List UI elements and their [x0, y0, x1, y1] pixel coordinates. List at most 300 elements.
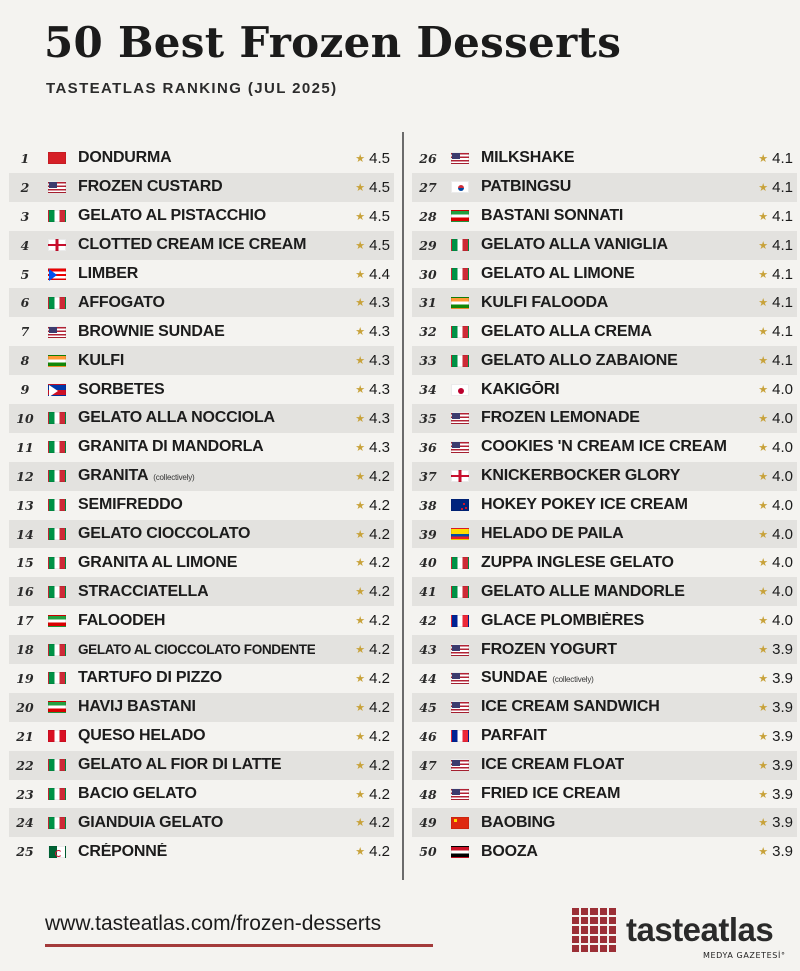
flag-fr-icon [451, 615, 469, 627]
rating [758, 288, 793, 317]
dessert-name [481, 323, 652, 341]
rank-number: 19 [16, 670, 34, 686]
ranking-row[interactable] [9, 751, 394, 780]
dessert-name [481, 438, 727, 456]
ranking-row[interactable] [9, 288, 394, 317]
rating-value: 4.2 [369, 525, 390, 543]
page-subtitle: TASTEATLAS RANKING (JUL 2025) [46, 80, 338, 97]
star-icon: ★ [758, 152, 769, 165]
ranking-row[interactable] [9, 837, 394, 866]
rating [758, 693, 793, 722]
ranking-row[interactable] [9, 693, 394, 722]
dessert-name [481, 409, 640, 427]
star-icon: ★ [758, 730, 769, 743]
star-icon: ★ [355, 788, 366, 801]
ranking-row[interactable] [9, 462, 394, 491]
dessert-name-text: GELATO AL PISTACCHIO [78, 207, 267, 225]
ranking-row[interactable] [9, 173, 394, 202]
dessert-name-text: HELADO DE PAILA [481, 525, 624, 543]
star-icon: ★ [355, 846, 366, 859]
rating-value: 3.9 [772, 698, 793, 716]
dessert-name [78, 525, 250, 543]
rank-number: 40 [419, 555, 437, 571]
ranking-row[interactable] [412, 693, 797, 722]
rating [355, 520, 390, 549]
ranking-row[interactable] [9, 433, 394, 462]
dessert-name [481, 727, 547, 745]
column-divider [402, 132, 404, 880]
rating [355, 548, 390, 577]
rank-number: 45 [419, 699, 437, 715]
rating-value: 4.4 [369, 265, 390, 283]
ranking-row[interactable] [412, 520, 797, 549]
flag-dz-icon [48, 846, 66, 858]
dessert-name [78, 381, 164, 399]
rating-value: 4.3 [369, 381, 390, 399]
dessert-name [78, 612, 165, 630]
star-icon: ★ [355, 181, 366, 194]
dessert-name-text: QUESO HELADO [78, 727, 206, 745]
rating-value: 3.9 [772, 641, 793, 659]
dessert-name [481, 236, 668, 254]
ranking-row[interactable] [9, 260, 394, 289]
rating [355, 577, 390, 606]
ranking-row[interactable] [9, 664, 394, 693]
rating-value: 4.5 [369, 236, 390, 254]
dessert-name-text: HAVIJ BASTANI [78, 698, 196, 716]
flag-it-icon [48, 788, 66, 800]
logo-text: tasteatlas [626, 911, 774, 948]
rating [758, 260, 793, 289]
rating-value: 4.5 [369, 207, 390, 225]
star-icon: ★ [355, 239, 366, 252]
rating [758, 606, 793, 635]
rank-number: 1 [20, 150, 30, 166]
rating [758, 462, 793, 491]
ranking-row[interactable] [412, 173, 797, 202]
ranking-row[interactable] [9, 780, 394, 809]
dessert-name [78, 236, 306, 254]
flag-it-icon [451, 355, 469, 367]
rating-value: 4.1 [772, 149, 793, 167]
star-icon: ★ [758, 268, 769, 281]
rating [355, 346, 390, 375]
rank-number: 48 [419, 786, 437, 802]
dessert-name [78, 583, 208, 601]
dessert-name [78, 554, 237, 572]
ranking-row[interactable] [9, 231, 394, 260]
dessert-name-text: ICE CREAM SANDWICH [481, 698, 660, 716]
rank-number: 41 [419, 584, 437, 600]
rating-value: 4.0 [772, 438, 793, 456]
rating-value: 4.2 [369, 496, 390, 514]
rank-number: 32 [419, 324, 437, 340]
rating [758, 808, 793, 837]
footer-underline [45, 944, 433, 947]
rank-number: 29 [419, 237, 437, 253]
ranking-row[interactable] [412, 317, 797, 346]
rank-number: 4 [20, 237, 30, 253]
dessert-name-text: ZUPPA INGLESE GELATO [481, 553, 674, 571]
rank-number: 16 [16, 584, 34, 600]
rating-value: 4.2 [369, 785, 390, 803]
rating [355, 491, 390, 520]
dessert-name [481, 496, 688, 514]
dessert-name-text: PARFAIT [481, 727, 547, 745]
star-icon: ★ [355, 297, 366, 310]
rating [758, 548, 793, 577]
rank-number: 22 [16, 757, 34, 773]
ranking-row[interactable] [412, 462, 797, 491]
rating-value: 3.9 [772, 843, 793, 861]
dessert-name [481, 612, 644, 630]
ranking-row[interactable] [412, 231, 797, 260]
ranking-row[interactable] [412, 202, 797, 231]
dessert-name [78, 843, 167, 861]
dessert-name [481, 756, 624, 774]
flag-ir-icon [48, 701, 66, 713]
ranking-row[interactable] [9, 577, 394, 606]
rating-value: 4.0 [772, 467, 793, 485]
rating [355, 751, 390, 780]
dessert-name-text: SUNDAE [481, 669, 548, 687]
dessert-name-text: TARTUFO DI PIZZO [78, 669, 223, 687]
ranking-row[interactable] [9, 144, 394, 173]
star-icon: ★ [758, 788, 769, 801]
rating-value: 4.1 [772, 236, 793, 254]
rank-number: 7 [20, 324, 30, 340]
rating [758, 751, 793, 780]
rating-value: 4.3 [369, 294, 390, 312]
dessert-name-text: SEMIFREDDO [78, 496, 183, 514]
rank-number: 30 [419, 266, 437, 282]
ranking-row[interactable] [9, 491, 394, 520]
dessert-name-text: FROZEN CUSTARD [78, 178, 223, 196]
rating [758, 404, 793, 433]
dessert-name [481, 352, 678, 370]
dessert-name-text: AFFOGATO [78, 293, 165, 311]
rating [758, 144, 793, 173]
rating-value: 4.0 [772, 612, 793, 630]
ranking-row[interactable] [412, 808, 797, 837]
dessert-name [78, 149, 172, 167]
flag-it-icon [48, 210, 66, 222]
rating [758, 173, 793, 202]
ranking-row[interactable] [412, 577, 797, 606]
flag-in-icon [48, 355, 66, 367]
rank-number: 50 [419, 844, 437, 860]
dessert-name-text: BOOZA [481, 842, 538, 860]
flag-it-icon [48, 499, 66, 511]
ranking-row[interactable] [9, 317, 394, 346]
rating-value: 4.2 [369, 843, 390, 861]
star-icon: ★ [355, 528, 366, 541]
rank-number: 46 [419, 728, 437, 744]
rating-value: 4.1 [772, 294, 793, 312]
flag-pr-icon [48, 268, 66, 280]
dessert-name-text: BAOBING [481, 813, 556, 831]
rank-number: 39 [419, 526, 437, 542]
rating-value: 4.0 [772, 409, 793, 427]
rank-number: 33 [419, 353, 437, 369]
rating [355, 288, 390, 317]
footer-url-link[interactable]: www.tasteatlas.com/frozen-desserts [45, 912, 382, 935]
star-icon: ★ [758, 355, 769, 368]
dessert-name [481, 554, 674, 572]
tasteatlas-logo [572, 908, 773, 952]
ranking-row[interactable] [412, 404, 797, 433]
star-icon: ★ [758, 644, 769, 657]
rating [758, 317, 793, 346]
ranking-row[interactable] [412, 260, 797, 289]
rating-value: 4.5 [369, 178, 390, 196]
star-icon: ★ [758, 210, 769, 223]
dessert-name [481, 207, 623, 225]
dessert-name-text: GRANITA [78, 467, 149, 485]
ranking-row[interactable] [9, 722, 394, 751]
ranking-column-left [9, 144, 394, 866]
dessert-name [481, 814, 555, 832]
dessert-name-text: ICE CREAM FLOAT [481, 756, 625, 774]
star-icon: ★ [758, 412, 769, 425]
rank-number: 23 [16, 786, 34, 802]
dessert-name [481, 294, 608, 312]
ranking-row[interactable] [412, 346, 797, 375]
ranking-row[interactable] [9, 202, 394, 231]
rank-number: 31 [419, 295, 437, 311]
dessert-name-text: DONDURMA [78, 149, 172, 167]
rating-value: 4.1 [772, 265, 793, 283]
star-icon: ★ [758, 672, 769, 685]
dessert-name-text: GRANITA AL LIMONE [78, 553, 238, 571]
ranking-row[interactable] [412, 635, 797, 664]
ranking-row[interactable] [9, 606, 394, 635]
dessert-name [481, 467, 680, 485]
star-icon: ★ [758, 239, 769, 252]
rank-number: 5 [20, 266, 30, 282]
dessert-name [481, 669, 594, 687]
star-icon: ★ [355, 817, 366, 830]
dessert-name-text: GIANDUIA GELATO [78, 813, 224, 831]
dessert-name-text: GELATO ALLA VANIGLIA [481, 236, 668, 254]
rank-number: 47 [419, 757, 437, 773]
ranking-row[interactable] [412, 780, 797, 809]
ranking-row[interactable] [412, 837, 797, 866]
rating-value: 3.9 [772, 756, 793, 774]
dessert-name [481, 525, 624, 543]
dessert-name [78, 496, 183, 514]
rating [355, 722, 390, 751]
dessert-name-text: FRIED ICE CREAM [481, 785, 621, 803]
rating [355, 144, 390, 173]
ranking-row[interactable] [412, 722, 797, 751]
dessert-name-text: FROZEN LEMONADE [481, 409, 640, 427]
star-icon: ★ [758, 557, 769, 570]
ranking-row[interactable] [412, 433, 797, 462]
star-icon: ★ [758, 499, 769, 512]
ranking-row[interactable] [412, 664, 797, 693]
star-icon: ★ [355, 586, 366, 599]
rank-number: 24 [16, 815, 34, 831]
flag-it-icon [48, 672, 66, 684]
rating [758, 346, 793, 375]
ranking-row[interactable] [9, 375, 394, 404]
flag-it-icon [48, 470, 66, 482]
dessert-name-text: MILKSHAKE [481, 149, 575, 167]
flag-it-icon [48, 441, 66, 453]
rank-number: 44 [419, 670, 437, 686]
rank-number: 36 [419, 439, 437, 455]
dessert-name-text: PATBINGSU [481, 178, 572, 196]
dessert-name [78, 207, 266, 225]
dessert-name [481, 381, 559, 399]
star-icon: ★ [758, 615, 769, 628]
star-icon: ★ [355, 499, 366, 512]
dessert-note: (collectively) [552, 675, 594, 685]
dessert-name [78, 265, 138, 283]
rating-value: 4.2 [369, 814, 390, 832]
dessert-name-text: BACIO GELATO [78, 785, 197, 803]
rank-number: 20 [16, 699, 34, 715]
dessert-name [78, 409, 275, 427]
dessert-name-text: GRANITA DI MANDORLA [78, 438, 264, 456]
rating-value: 4.1 [772, 178, 793, 196]
ranking-row[interactable] [412, 144, 797, 173]
ranking-column-right [412, 144, 797, 866]
rating [355, 433, 390, 462]
dessert-name [78, 785, 197, 803]
rating [355, 202, 390, 231]
ranking-row[interactable] [412, 491, 797, 520]
flag-it-icon [48, 759, 66, 771]
star-icon: ★ [355, 210, 366, 223]
dessert-name [481, 843, 538, 861]
rating [355, 808, 390, 837]
rank-number: 2 [20, 179, 30, 195]
dessert-name [78, 669, 222, 687]
flag-it-icon [451, 557, 469, 569]
rating-value: 4.5 [369, 149, 390, 167]
dessert-name-text: SORBETES [78, 380, 165, 398]
rank-number: 37 [419, 468, 437, 484]
flag-fr-icon [451, 730, 469, 742]
ranking-row[interactable] [9, 404, 394, 433]
dessert-name [78, 323, 225, 341]
star-icon: ★ [758, 384, 769, 397]
rating [355, 404, 390, 433]
ranking-row[interactable] [412, 548, 797, 577]
ranking-row[interactable] [9, 808, 394, 837]
rating [758, 577, 793, 606]
dessert-note: (collectively) [153, 473, 195, 483]
star-icon: ★ [355, 470, 366, 483]
dessert-name-text: LIMBER [78, 265, 139, 282]
flag-it-icon [48, 528, 66, 540]
star-icon: ★ [355, 355, 366, 368]
dessert-name [481, 698, 660, 716]
flag-us-icon [451, 644, 469, 656]
ranking-row[interactable] [9, 635, 394, 664]
star-icon: ★ [355, 326, 366, 339]
star-icon: ★ [355, 268, 366, 281]
flag-cn-icon [451, 817, 469, 829]
flag-us-icon [451, 759, 469, 771]
ranking-row[interactable] [9, 520, 394, 549]
flag-ir-icon [451, 210, 469, 222]
dessert-name [78, 294, 165, 312]
flag-us-icon [451, 441, 469, 453]
rank-number: 38 [419, 497, 437, 513]
dessert-name-text: CRÉPONNÉ [78, 842, 168, 860]
dessert-name-text: GELATO AL LIMONE [481, 265, 635, 282]
star-icon: ★ [355, 384, 366, 397]
dessert-name-text: GELATO ALLO ZABAIONE [481, 351, 678, 369]
ranking-row[interactable] [412, 606, 797, 635]
rank-number: 11 [16, 439, 34, 455]
rating [355, 462, 390, 491]
rank-number: 43 [419, 642, 437, 658]
dessert-name-text: GELATO ALLE MANDORLE [481, 582, 685, 600]
star-icon: ★ [355, 730, 366, 743]
flag-jp-icon [451, 384, 469, 396]
rank-number: 26 [419, 150, 437, 166]
rating-value: 4.2 [369, 669, 390, 687]
ranking-row[interactable] [412, 751, 797, 780]
ranking-row[interactable] [9, 548, 394, 577]
rating-value: 4.2 [369, 756, 390, 774]
rank-number: 3 [20, 208, 30, 224]
flag-it-icon [451, 268, 469, 280]
dessert-name-text: BASTANI SONNATI [481, 207, 624, 225]
rank-number: 10 [16, 410, 34, 426]
ranking-row[interactable] [9, 346, 394, 375]
flag-pe-icon [48, 730, 66, 742]
dessert-name [481, 583, 685, 601]
rating-value: 3.9 [772, 814, 793, 832]
star-icon: ★ [355, 557, 366, 570]
flag-tr-icon [48, 152, 66, 164]
rank-number: 35 [419, 410, 437, 426]
dessert-name-text: FROZEN YOGURT [481, 640, 617, 658]
flag-nz-icon [451, 499, 469, 511]
dessert-name [78, 642, 315, 657]
rating-value: 4.0 [772, 525, 793, 543]
dessert-name-text: GELATO ALLA NOCCIOLA [78, 409, 275, 427]
ranking-row[interactable] [412, 288, 797, 317]
dessert-name-text: FALOODEH [78, 611, 166, 629]
rating [758, 635, 793, 664]
rating [758, 231, 793, 260]
ranking-row[interactable] [412, 375, 797, 404]
rating-value: 4.3 [369, 323, 390, 341]
flag-it-icon [451, 239, 469, 251]
rating-value: 4.3 [369, 352, 390, 370]
rating [758, 433, 793, 462]
rating [758, 664, 793, 693]
rating [355, 375, 390, 404]
dessert-name [78, 756, 281, 774]
flag-it-icon [48, 412, 66, 424]
rank-number: 12 [16, 468, 34, 484]
star-icon: ★ [758, 846, 769, 859]
rank-number: 49 [419, 815, 437, 831]
rank-number: 15 [16, 555, 34, 571]
flag-in-icon [451, 297, 469, 309]
flag-en-icon [48, 239, 66, 251]
rating [758, 722, 793, 751]
dessert-name-text: COOKIES 'N CREAM ICE CREAM [481, 438, 727, 456]
rating [758, 375, 793, 404]
